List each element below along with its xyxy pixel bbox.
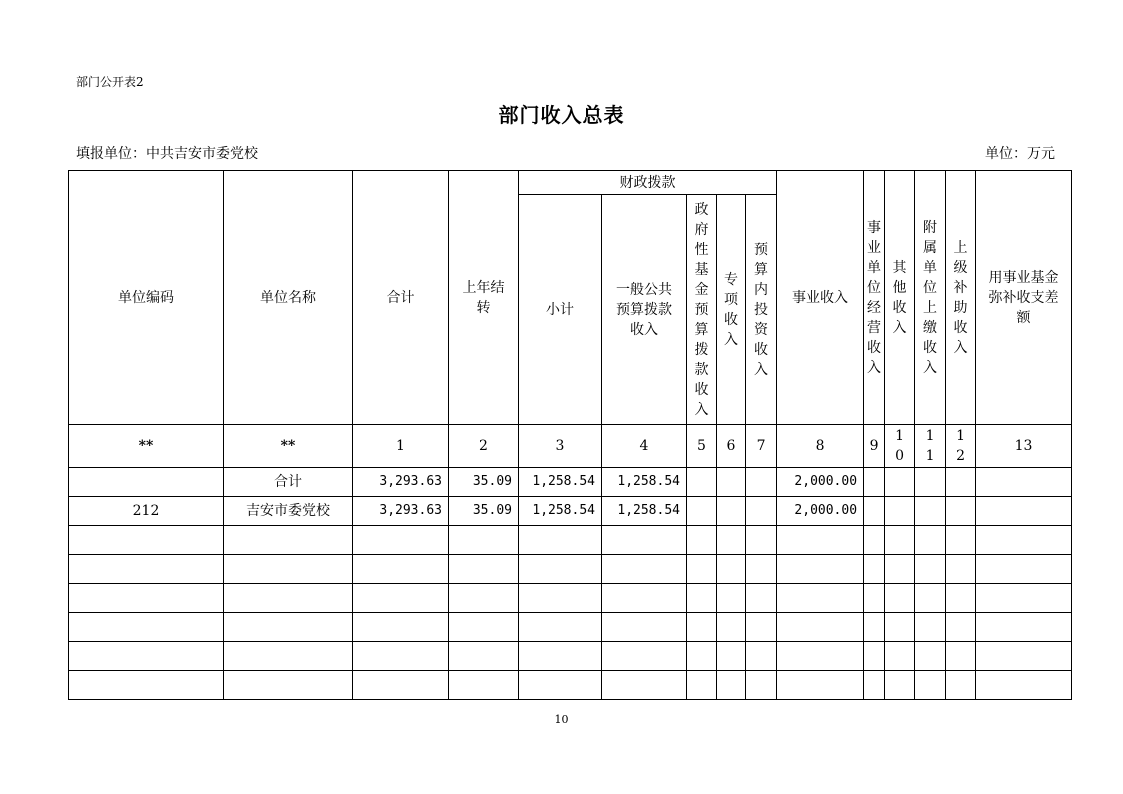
index-cell: **	[224, 425, 353, 468]
index-cell: 5	[687, 425, 717, 468]
table-cell	[717, 526, 746, 555]
table-cell	[864, 555, 885, 584]
table-cell	[746, 555, 777, 584]
table-cell	[449, 671, 519, 700]
table-cell	[885, 497, 915, 526]
table-cell	[449, 555, 519, 584]
table-cell	[746, 526, 777, 555]
table-cell	[687, 584, 717, 613]
index-cell: 11	[915, 425, 946, 468]
table-cell	[687, 468, 717, 497]
table-row	[69, 468, 1072, 497]
table-cell: 吉安市委党校	[224, 497, 353, 526]
table-cell	[777, 584, 864, 613]
table-cell	[224, 584, 353, 613]
header-total: 合计	[353, 171, 449, 425]
header-special: 专项收入	[717, 195, 746, 425]
table-cell	[224, 671, 353, 700]
table-row	[69, 497, 1072, 526]
table-cell	[777, 555, 864, 584]
table-cell	[946, 584, 976, 613]
table-cell	[885, 584, 915, 613]
table-cell	[717, 671, 746, 700]
table-cell	[687, 642, 717, 671]
table-row	[69, 642, 1072, 671]
table-cell	[864, 584, 885, 613]
currency-unit: 单位：万元	[985, 146, 1055, 162]
header-gov-fund: 政府性基金预算拨款收入	[687, 195, 717, 425]
table-cell	[602, 555, 687, 584]
table-cell	[69, 584, 224, 613]
table-cell	[353, 642, 449, 671]
table-cell	[915, 468, 946, 497]
table-cell	[519, 671, 602, 700]
table-cell	[519, 584, 602, 613]
table-cell	[687, 497, 717, 526]
table-cell	[864, 613, 885, 642]
header-unit-name: 单位名称	[224, 171, 353, 425]
table-cell	[946, 613, 976, 642]
header-budget-invest: 预算内投资收入	[746, 195, 777, 425]
table-cell	[519, 526, 602, 555]
table-cell: 2,000.00	[777, 497, 864, 526]
table-cell	[602, 526, 687, 555]
table-cell	[519, 613, 602, 642]
table-cell	[777, 613, 864, 642]
table-cell	[602, 642, 687, 671]
page-title: 部门收入总表	[498, 103, 625, 127]
table-cell	[687, 613, 717, 642]
table-cell	[224, 526, 353, 555]
index-cell: **	[69, 425, 224, 468]
table-cell	[777, 642, 864, 671]
table-cell	[224, 613, 353, 642]
header-affiliated: 附属单位上缴收入	[915, 171, 946, 425]
index-cell: 3	[519, 425, 602, 468]
table-cell	[687, 526, 717, 555]
table-cell	[864, 526, 885, 555]
table-cell	[353, 584, 449, 613]
table-cell	[746, 584, 777, 613]
table-cell	[717, 497, 746, 526]
index-cell: 10	[885, 425, 915, 468]
header-unit-code: 单位编码	[69, 171, 224, 425]
table-cell	[69, 555, 224, 584]
table-cell: 1,258.54	[519, 497, 602, 526]
table-cell	[449, 526, 519, 555]
index-cell: 7	[746, 425, 777, 468]
table-cell	[864, 468, 885, 497]
table-cell	[885, 613, 915, 642]
table-cell	[224, 555, 353, 584]
table-cell	[69, 642, 224, 671]
table-cell	[717, 613, 746, 642]
header-other: 其他收入	[885, 171, 915, 425]
index-cell: 9	[864, 425, 885, 468]
table-cell	[353, 671, 449, 700]
table-cell	[864, 671, 885, 700]
table-row	[69, 526, 1072, 555]
table-cell	[519, 642, 602, 671]
table-cell	[976, 613, 1072, 642]
header-carryover: 上年结转	[449, 171, 519, 425]
table-cell	[976, 671, 1072, 700]
table-cell	[717, 642, 746, 671]
table-cell	[746, 613, 777, 642]
table-cell	[353, 613, 449, 642]
table-cell: 212	[69, 497, 224, 526]
table-cell	[885, 555, 915, 584]
table-cell	[976, 468, 1072, 497]
table-cell	[602, 584, 687, 613]
table-cell	[915, 555, 946, 584]
table-cell	[976, 497, 1072, 526]
reporting-unit: 填报单位：中共吉安市委党校	[76, 146, 258, 162]
table-cell	[746, 671, 777, 700]
header-fund-balance: 用事业基金弥补收支差额	[976, 171, 1072, 425]
table-cell	[602, 613, 687, 642]
table-cell	[449, 613, 519, 642]
table-cell: 35.09	[449, 468, 519, 497]
table-cell	[519, 555, 602, 584]
table-cell	[746, 642, 777, 671]
header-superior: 上级补助收入	[946, 171, 976, 425]
table-cell: 3,293.63	[353, 468, 449, 497]
header-business-op: 事业单位经营收入	[864, 171, 885, 425]
index-cell: 1	[353, 425, 449, 468]
table-cell	[885, 642, 915, 671]
table-cell	[69, 526, 224, 555]
index-cell: 8	[777, 425, 864, 468]
header-general-budget: 一般公共预算拨款收入	[602, 195, 687, 425]
table-cell	[746, 468, 777, 497]
index-cell: 2	[449, 425, 519, 468]
table-cell	[687, 555, 717, 584]
table-cell	[746, 497, 777, 526]
page-number: 10	[554, 713, 569, 726]
table-cell	[69, 613, 224, 642]
table-row	[69, 671, 1072, 700]
table-cell	[946, 497, 976, 526]
table-tag: 部门公开表2	[76, 75, 144, 89]
table-cell	[976, 526, 1072, 555]
table-cell	[777, 526, 864, 555]
index-cell: 6	[717, 425, 746, 468]
table-cell	[915, 613, 946, 642]
table-cell	[717, 555, 746, 584]
table-cell	[717, 468, 746, 497]
table-cell	[717, 584, 746, 613]
table-row	[69, 555, 1072, 584]
table-cell	[687, 671, 717, 700]
table-cell	[915, 497, 946, 526]
table-cell	[449, 584, 519, 613]
table-cell	[915, 526, 946, 555]
table-cell	[449, 642, 519, 671]
header-fiscal-group: 财政拨款	[519, 171, 777, 195]
table-row	[69, 584, 1072, 613]
table-cell	[885, 671, 915, 700]
table-cell	[864, 497, 885, 526]
table-cell	[885, 468, 915, 497]
index-cell: 13	[976, 425, 1072, 468]
table-cell	[915, 642, 946, 671]
table-cell	[885, 526, 915, 555]
table-cell	[602, 671, 687, 700]
table-cell	[976, 642, 1072, 671]
table-cell: 合计	[224, 468, 353, 497]
table-cell	[946, 526, 976, 555]
table-cell	[353, 526, 449, 555]
table-cell	[353, 555, 449, 584]
table-cell: 1,258.54	[519, 468, 602, 497]
table-cell	[224, 642, 353, 671]
table-cell	[864, 642, 885, 671]
index-cell: 4	[602, 425, 687, 468]
table-cell: 35.09	[449, 497, 519, 526]
table-cell	[915, 671, 946, 700]
header-business: 事业收入	[777, 171, 864, 425]
income-summary-table	[68, 170, 1072, 700]
table-cell	[946, 642, 976, 671]
table-cell: 1,258.54	[602, 468, 687, 497]
table-cell	[976, 584, 1072, 613]
table-row	[69, 613, 1072, 642]
table-cell	[777, 671, 864, 700]
table-cell	[946, 555, 976, 584]
index-cell: 12	[946, 425, 976, 468]
table-cell	[69, 671, 224, 700]
table-cell	[946, 671, 976, 700]
table-cell: 3,293.63	[353, 497, 449, 526]
table-cell: 2,000.00	[777, 468, 864, 497]
header-subtotal: 小计	[519, 195, 602, 425]
table-cell	[69, 468, 224, 497]
index-row	[69, 425, 1072, 468]
table-cell	[915, 584, 946, 613]
table-cell: 1,258.54	[602, 497, 687, 526]
table-cell	[946, 468, 976, 497]
table-cell	[976, 555, 1072, 584]
